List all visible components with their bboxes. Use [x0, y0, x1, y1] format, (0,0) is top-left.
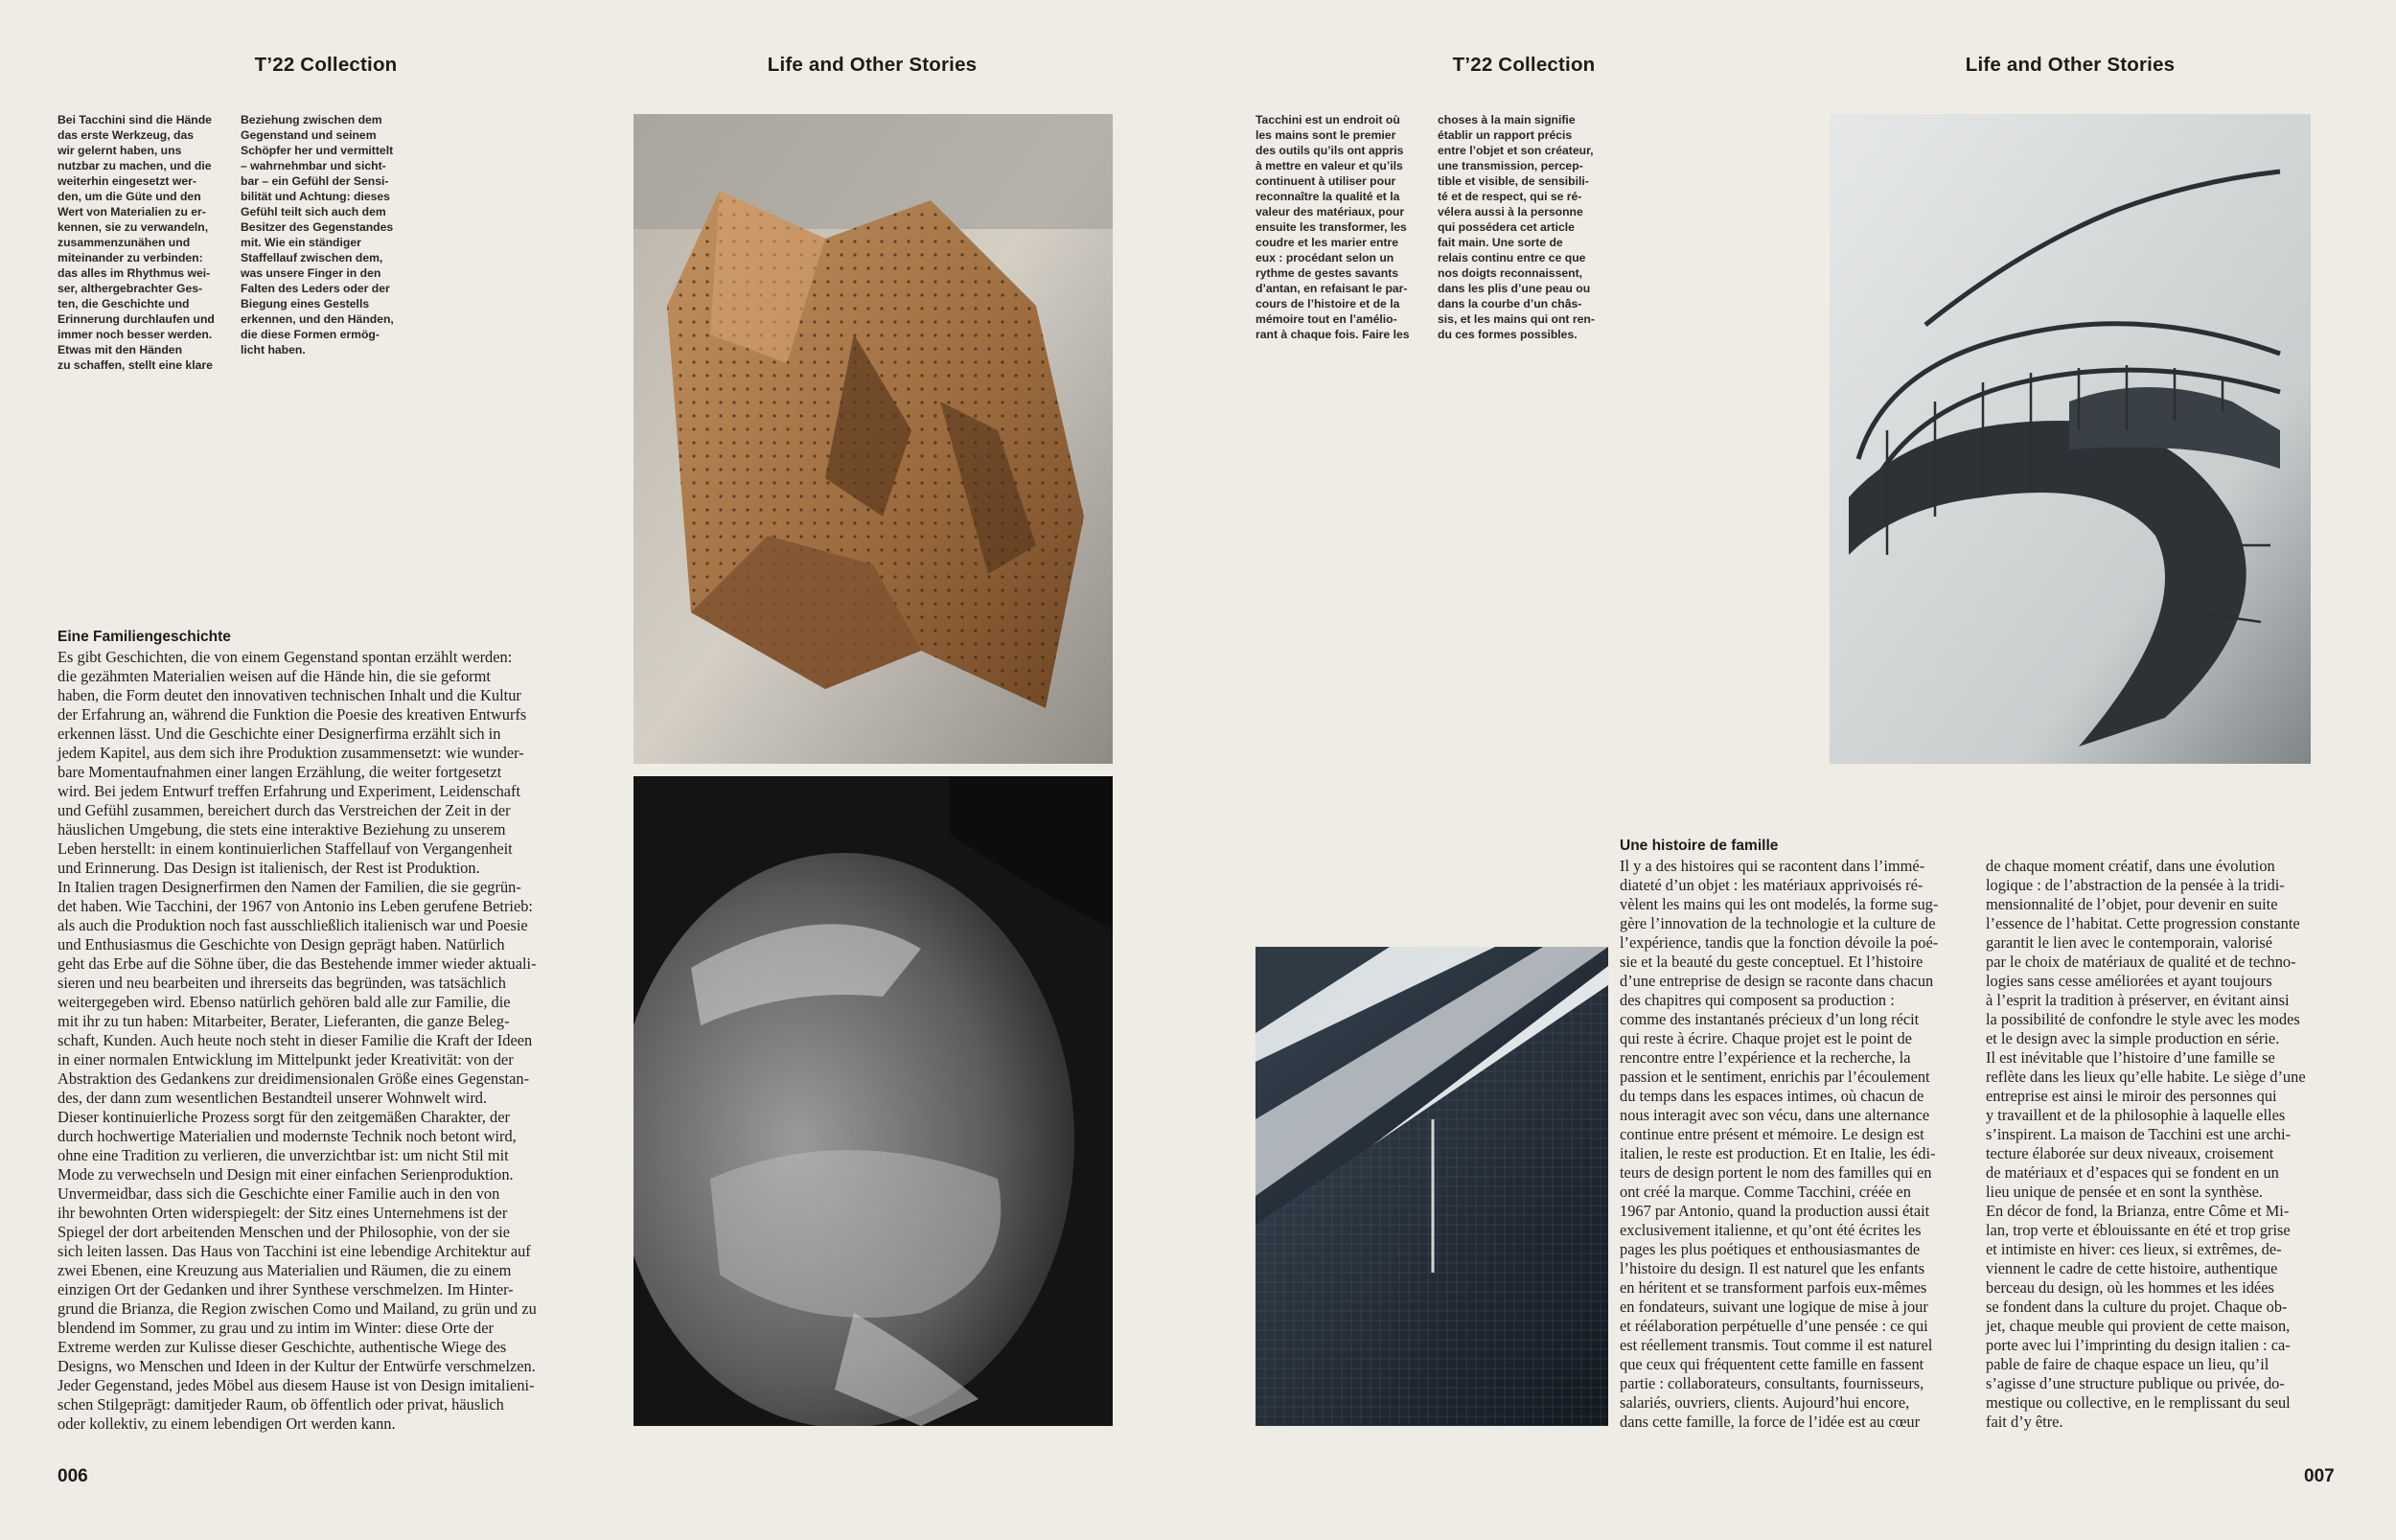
right-intro-col2: choses à la main signifie établir un rapport précis entre l’objet et son créateur, une transmission, percep- tible et visible, de sensibili- té et de respect, qui se ré- vélera aussi à la personne qui possédera cet article fait main. Une sorte de relais continu entre ce que nos doigts reconnaissent, dans les plis d’une peau ou dans la courbe d’un châs- sis, et les mains qui ont ren- du ces formes possibles.: [1438, 113, 1595, 341]
left-body-text: Es gibt Geschichten, die von einem Gegenstand spontan erzählt werden: die gezähmten Materialien weisen auf die Hände hin, die sie geformt haben, die Form deutet den innovativen technischen Inhalt und die Kultur der Erfahrung an, während die Funktion die Poesie des kreativen Entwurfs erkennen lässt. Und die Geschichte einer Designerfirma erzählt sich in jedem Kapitel, aus dem sich ihre Produktion zusammensetzt: wie wunder- bare Momentaufnahmen einer langen Erzählung, die weiter fortgesetzt wird. Bei jedem Entwurf treffen Erfahrung und Experiment, Leidenschaft und Gefühl zusammen, bereichert durch das Verstreichen der Zeit in der häuslichen Umgebung, die stets eine interaktive Beziehung zu unserem Leben herstellt: in einem kontinuierlichen Staffellauf von Vergangenheit und Erinnerung. Das Design ist italienisch, der Rest ist Produktion. In Italien tragen Designerfirmen den Namen der Familien, die sie gegrün- det haben. Wie Tacchini, der 1967 von Antonio ins Leben gerufene Betrieb: als auch die Produktion noch fast ausschließlich italienisch war und Poesie und Enthusiasmus die Geschichte von Design geprägt haben. Natürlich geht das Erbe auf die Söhne über, die das Bestehende immer wieder aktuali- sieren und neu bearbeiten und ihrerseits das begründen, was tatsächlich weitergegeben wird. Ebenso natürlich gehören bald alle zur Familie, die mit ihr zu tun haben: Mitarbeiter, Berater, Lieferanten, die ganze Beleg- schaft, Kunden. Auch heute noch steht in dieser Familie die Kraft der Ideen in einer normalen Entwicklung im Mittelpunkt jeder Kreativität: von der Abstraktion des Gedankens zur dreidimensionalen Größe eines Gegenstan- des, der dann zum wesentlichen Bestandteil unserer Wohnwelt wird. Dieser kontinuierliche Prozess sorgt für den zeitgemäßen Charakter, der durch hochwertige Materialien und modernste Technik noch betont wird, ohne eine Tradition zu verlieren, die unverzichtbar ist: um nicht Stil mit Mode zu verwechseln und Design mit einer einfachen Serienproduktion. Unvermeidbar, dass sich die Geschichte einer Familie auch in den von ihr bewohnten Orten widerspiegelt: der Sitz eines Unternehmens ist der Spiegel der dort arbeitenden Menschen und der Philosophie, von der sie sich leiten lassen. Das Haus von Tacchini ist eine lebendige Architektur auf zwei Ebenen, eine Kreuzung aus Materialien und Räumen, die zu einem einzigen Ort der Gedanken und ihrer Synthese verschmelzen. Im Hinter- grund die Brianza, die Region zwischen Como und Mailand, zu grün und zu blendend im Sommer, zu grau und zu intim im Winter: diese Orte der Extreme werden zur Kulisse dieser Geschichte, authentische Wiege des Designs, wo Menschen und Ideen in der Kultur der Entwürfe verschmelzen. Jeder Gegenstand, jedes Möbel aus diesem Hause ist von Design imitalieni- schen Stilgeprägt: damitjeder Raum, ob öffentlich oder privat, häuslich oder kollektiv, zu einem lebendigen Ort werden kann.: [58, 648, 537, 1433]
hands-photo: [634, 776, 1113, 1426]
right-page-number: 007: [2304, 1466, 2335, 1486]
left-page-number: 006: [58, 1466, 88, 1486]
left-intro-col2: Beziehung zwischen dem Gegenstand und seinem Schöpfer her und vermittelt – wahrnehmbar und sicht- bar – ein Gefühl der Sensi- bilität und Achtung: dieses Gefühl teilt sich auch dem Besitzer des Gegenstandes mit. Wie ein ständiger Staffellauf zwischen dem, was unsere Finger in den Falten des Leders oder der Biegung eines Gestells erkennen, und den Händen, die diese Formen ermög- licht haben.: [241, 113, 394, 356]
right-header-stories: Life and Other Stories: [1965, 54, 2176, 76]
right-section-title: Une histoire de famille: [1620, 838, 1779, 854]
left-header-collection: T’22 Collection: [254, 54, 398, 76]
right-body-col1: Il y a des histoires qui se racontent dans l’immé- diateté d’un objet : les matériaux apprivoisés ré- vèlent les mains qui les ont modelés, la forme sug- gère l’innovation de la technologie et la culture de l’expérience, tandis que la fonction dévoile la poé- sie et la beauté du geste conceptuel. Et l’histoire d’une entreprise de design se raconte dans chacun des chapitres qui composent sa production : comme des instantanés précieux d’un long récit qui reste à écrire. Chaque projet est le point de rencontre entre l’expérience et la recherche, la passion et le sentiment, enrichis par l’écoulement du temps dans les espaces intimes, où chacun de nous interagit avec son vécu, dans une alternance continue entre présent et mémoire. Le design est italien, le reste est production. Et en Italie, les édi- teurs de design portent le nom des familles qui en ont créé la marque. Comme Tacchini, créée en 1967 par Antonio, quand la production aussi était exclusivement italienne, et qu’ont été écrites les pages les plus poétiques et enthousiasmantes de l’histoire du design. Il est naturel que les enfants en héritent et se transforment parfois eux-mêmes en fondateurs, suivant une logique de mise à jour et réélaboration perpétuelle d’une pensée : ce qui est réellement transmis. Tout comme il est naturel que ceux qui fréquentent cette famille en fassent partie : collaborateurs, consultants, fournisseurs, salariés, ouvriers, clients. Aujourd’hui encore, dans cette famille, la force de l’idée est au cœur: [1620, 857, 1939, 1431]
leather-photo: [634, 114, 1113, 764]
left-intro-col1: Bei Tacchini sind die Hände das erste Werkzeug, das wir gelernt haben, uns nutzbar zu machen, und die weiterhin eingesetzt wer- den, um die Güte und den Wert von Materialien zu er- kennen, sie zu verwandeln, zusammenzunähen und miteinander zu verbinden: das alles im Rhythmus wei- ser, althergebrachter Ges- ten, die Geschichte und Erinnerung durchlaufen und immer noch besser werden. Etwas mit den Händen zu schaffen, stellt eine klare: [58, 113, 215, 372]
right-header-collection: T’22 Collection: [1452, 54, 1596, 76]
left-header-stories: Life and Other Stories: [767, 54, 978, 76]
building-photo: [1256, 947, 1608, 1426]
staircase-photo: [1830, 114, 2311, 764]
right-intro-col1: Tacchini est un endroit où les mains sont le premier des outils qu’ils ont appris à mettre en valeur et qu’ils continuent à utiliser pour reconnaître la qualité et la valeur des matériaux, pour ensuite les transformer, les coudre et les marier entre eux : procédant selon un rythme de gestes savants d’antan, en refaisant le par- cours de l’histoire et de la mémoire tout en l’amélio- rant à chaque fois. Faire les: [1256, 113, 1410, 341]
right-body-col2: de chaque moment créatif, dans une évolution logique : de l’abstraction de la pensée à la tridi- mensionnalité de l’objet, pour devenir en suite l’essence de l’habitat. Cette progression constante garantit le lien avec le contemporain, valorisé par le choix de matériaux de qualité et de techno- logies sans cesse améliorées et ayant toujours à l’esprit la tradition à préserver, en évitant ainsi la possibilité de confondre le style avec les modes et le design avec la simple production en série. Il est inévitable que l’histoire d’une famille se reflète dans les lieux qu’elle habite. Le siège d’une entreprise est ainsi le miroir des personnes qui y travaillent et de la philosophie à laquelle elles s’inspirent. La maison de Tacchini est une archi- tecture élaborée sur deux niveaux, croisement de matériaux et d’espaces qui se fondent en un lieu unique de pensée et en sont la synthèse. En décor de fond, la Brianza, entre Côme et Mi- lan, trop verte et éblouissante en été et trop grise et intimiste en hiver: ces lieux, si extrêmes, de- viennent le cadre de cette histoire, authentique berceau du design, où les hommes et les idées se fondent dans la culture du projet. Chaque ob- jet, chaque meuble qui provient de cette maison, porte avec lui l’imprinting du design italien : ca- pable de faire de chaque espace un lieu, qu’il s’agisse d’une structure publique ou privée, do- mestique ou collective, en le remplissant du seul fait d’y être.: [1986, 857, 2306, 1431]
left-section-title: Eine Familiengeschichte: [58, 629, 231, 645]
